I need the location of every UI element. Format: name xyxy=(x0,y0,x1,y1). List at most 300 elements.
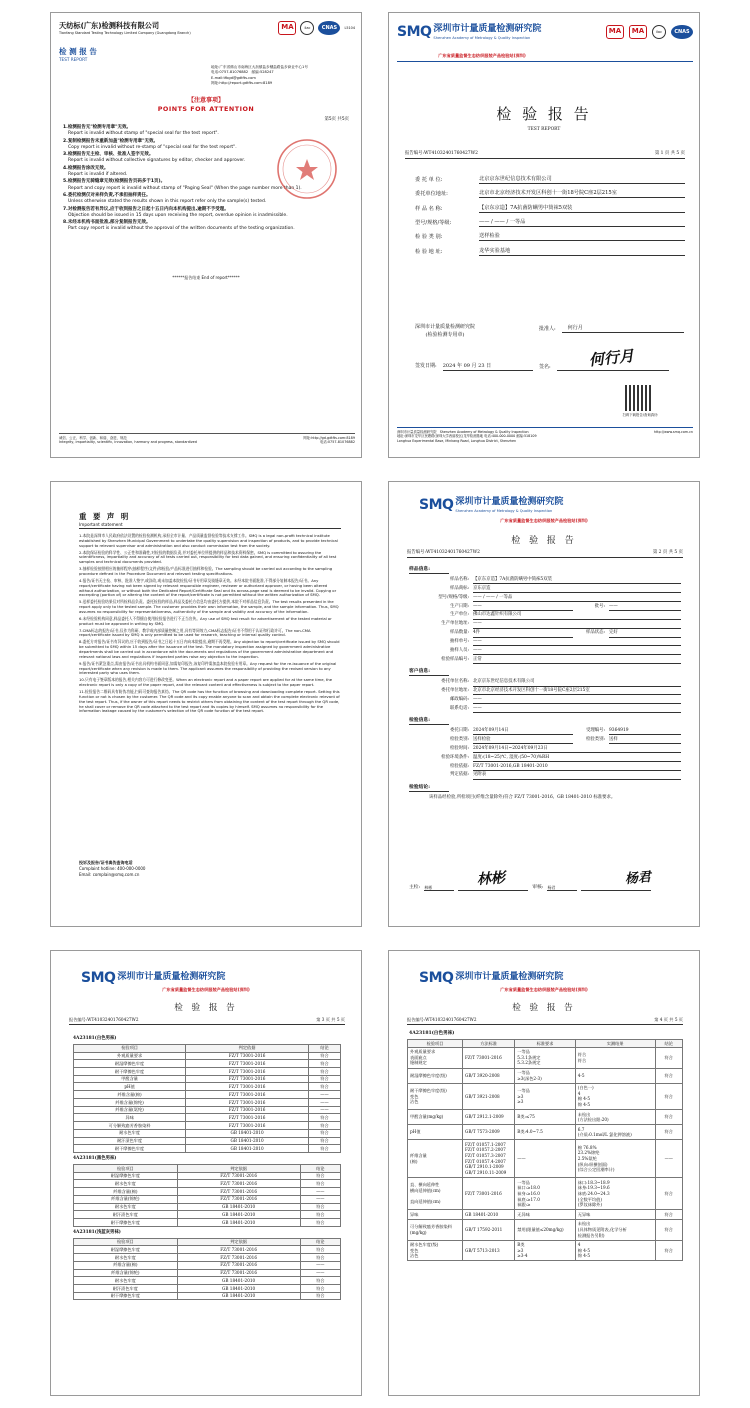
company-name-en: Tianfang Standard Testing Technology Limited Company (Guangdong Branch) xyxy=(59,30,191,35)
website: 网址:http://report.gdtfts.com:8189 xyxy=(211,81,273,86)
table-row xyxy=(408,1140,683,1178)
report-page-results xyxy=(388,950,700,1396)
table-cell: 纤维含量(锦纶) xyxy=(74,1269,178,1277)
column-header: 方法标准 xyxy=(463,1040,515,1048)
info-label: 样品状态: xyxy=(585,630,605,636)
org-name-en: Shenzhen Academy of Metrology & Quality Inspection xyxy=(455,508,553,513)
table-cell: FZ/T 73001-2016 xyxy=(186,1060,309,1068)
cover-field-row xyxy=(415,248,685,256)
institution-name: 深圳市计量质量检测研究院 xyxy=(415,324,476,330)
table-cell: 耐干摩擦色牢度 xyxy=(74,1292,178,1300)
info-label: 判定依据: xyxy=(449,772,469,778)
results-table xyxy=(407,1039,683,1261)
cover-field-row xyxy=(415,190,685,198)
statement-paragraph: 6.未经检验机构同意,样品委托人不得擅自使用检验报告进行不正当宣传。Any use of SMQ test result for advertisement of the tested material or product must be approved in writing by SMQ. xyxy=(79,616,332,626)
smq-logo: SMQ 深圳市计量质量检测研究院 xyxy=(81,970,226,986)
table-cell: 耐汗渍色牢度 xyxy=(74,1211,178,1219)
table-cell: 符合 xyxy=(308,1114,340,1122)
table-cell: 耐汗渍色牢度 xyxy=(74,1285,178,1293)
table-row xyxy=(74,1261,341,1269)
info-row xyxy=(409,688,681,695)
column-header: 判定依据 xyxy=(177,1164,300,1172)
table-cell: 棉 76.8% 23.2%锦纶 2.5%氨纶 (纵向:纵横剖面) (综合公定回潮率计) xyxy=(575,1140,655,1178)
column-header: 结论 xyxy=(308,1044,340,1052)
table-cell: 符合 xyxy=(300,1292,340,1300)
table-cell: GB 18401-2010 xyxy=(463,1210,515,1219)
ilac-logo: ilac xyxy=(652,25,666,39)
info-value: —— xyxy=(473,604,573,611)
report-page-cover xyxy=(388,12,700,458)
table-cell: 符合 xyxy=(300,1211,340,1219)
info-label: 委托单位地址: xyxy=(441,688,469,694)
table-cell: GB 18401-2010 xyxy=(177,1285,300,1293)
footer-org: 深圳市计量质量检测研究院 xyxy=(397,430,437,434)
column-header: 结论 xyxy=(655,1040,683,1048)
table-row xyxy=(74,1203,341,1211)
table-row xyxy=(74,1246,341,1254)
table-cell: GB 18401-2010 xyxy=(186,1145,309,1153)
smq-logo: SMQ 深圳市计量质量检测研究院 Shenzhen Academy of Metrology & Quality Inspection xyxy=(419,496,564,513)
column-header: 实测结果 xyxy=(575,1040,655,1048)
table-row xyxy=(74,1180,341,1188)
table-row xyxy=(408,1210,683,1219)
table-row xyxy=(74,1114,341,1122)
table-cell: FZ/T 73001-2016 xyxy=(177,1246,300,1254)
table-cell: FZ/T 73001-2016 xyxy=(177,1180,300,1188)
table-cell: 符合 xyxy=(300,1246,340,1254)
table-cell: 符合 xyxy=(655,1219,683,1240)
info-value: 北京市北京经济技术开发区科创十一街18号院C座2层215室 xyxy=(473,688,681,695)
table-cell: 符合 xyxy=(655,1047,683,1068)
cover-field-label: 型号/规格/等级: xyxy=(415,220,452,227)
address: 地址:广东省佛山市南海区大沥镇盐步穗盐路盐步商业中心1号 xyxy=(211,65,308,69)
report-page-notice xyxy=(50,12,362,458)
info-row xyxy=(409,737,681,744)
info-label: 生产单位: xyxy=(449,612,469,618)
table-row xyxy=(408,1110,683,1125)
notice-item-en: Report and copy report is invalid without stamp of "Paging Seal" (When the page number more than 1). xyxy=(68,185,302,191)
sample-group-title: 4A23181(白色男袜) xyxy=(409,1031,455,1036)
company-name: 天纺标(广东)检测科技有限公司 xyxy=(59,21,160,30)
table-cell: 耐湿摩擦色牢度 xyxy=(74,1172,178,1180)
info-label: 型号/规格/等级: xyxy=(438,594,469,600)
page-footer xyxy=(397,427,693,443)
table-cell: 符合 xyxy=(300,1254,340,1262)
report-title: 检 验 报 告 xyxy=(174,1003,238,1013)
info-value: FZ/T 73001-2016,GB 18401-2010 xyxy=(473,764,681,771)
cnas-logo: CNAS xyxy=(318,21,340,35)
info-label: 检验样品编号: xyxy=(441,656,469,662)
table-cell: 袜口:18.3~18.9 袜身:19.3~19.6 袜底:24.0~24.3 (全数平均值) (罗纹袜除外) xyxy=(575,1178,655,1210)
page-number: 第 4 页 共 5 页 xyxy=(654,1017,683,1022)
table-cell: 可分解致癌芳香胺染料(mg/kg) xyxy=(408,1219,463,1240)
ilac-logo: ilac xyxy=(300,21,314,35)
info-label: 受理编号: xyxy=(585,728,605,734)
table-cell: 符合 xyxy=(655,1240,683,1261)
report-title xyxy=(59,47,97,62)
table-cell: 符合 xyxy=(655,1110,683,1125)
approver-name: 何行月 xyxy=(562,325,684,333)
page-number: 第 2 页 共 5 页 xyxy=(652,550,683,555)
table-cell: 符合 xyxy=(308,1122,340,1130)
table-cell: 符合 xyxy=(300,1219,340,1227)
info-label: 抽样单号: xyxy=(449,639,469,645)
footer-tel: 电话:0757-81076882 xyxy=(319,440,355,445)
table-cell: 禁用(限量值≤20mg/kg) xyxy=(515,1219,576,1240)
table-cell: 一等品 ≥3 ≥3 xyxy=(515,1083,576,1109)
cover-field-value: 送样检验 xyxy=(479,233,685,241)
table-cell: GB 18401-2010 xyxy=(186,1129,309,1137)
table-row xyxy=(74,1285,341,1293)
cover-field-row xyxy=(415,233,685,241)
info-row xyxy=(409,621,681,628)
info-label: 检验类别: xyxy=(449,736,469,742)
info-row xyxy=(409,755,681,762)
cma-logo: MA xyxy=(278,21,296,35)
table-row xyxy=(74,1277,341,1285)
table-cell: 纤维含量(锦纶) xyxy=(74,1195,178,1203)
notice-item-en: Report is invalid if altered. xyxy=(68,171,128,177)
table-cell: FZ/T 73001-2016 xyxy=(186,1075,309,1083)
table-cell: 耐水色牢度 xyxy=(74,1203,178,1211)
qr-code[interactable] xyxy=(625,385,651,411)
info-label: 检验类别: xyxy=(585,736,605,742)
notice-item-en: Report is invalid without stamp of "special seal for the test report". xyxy=(68,131,219,137)
table-header-row xyxy=(74,1044,341,1052)
official-seal-stamp xyxy=(275,137,339,201)
info-row xyxy=(409,764,681,771)
notice-item-cn: 2.复制检测报告未重新加盖"检测专用章"无效。 xyxy=(63,138,159,144)
notice-item-en: Part copy report is invalid without the approval of the written documents of the testing organization. xyxy=(68,226,295,232)
table-cell: 耐水色牢度 xyxy=(74,1254,178,1262)
column-header: 结论 xyxy=(300,1238,340,1246)
info-label: 联系电话: xyxy=(449,705,469,711)
table-cell: 符合 xyxy=(300,1203,340,1211)
cover-field-row xyxy=(415,219,685,227)
table-row xyxy=(74,1098,341,1106)
info-value: —— / —— / 一等品 xyxy=(473,595,681,602)
column-header: 检验项目 xyxy=(74,1044,186,1052)
table-cell: GB/T 7573-2009 xyxy=(463,1125,515,1140)
table-cell: —— xyxy=(300,1269,340,1277)
smq-logo: SMQ 深圳市计量质量检测研究院 xyxy=(419,970,564,986)
table-cell: 耐干摩擦色牢度 xyxy=(74,1145,186,1153)
table-cell: pH值 xyxy=(408,1125,463,1140)
cover-field-label: 样 品 名 称: xyxy=(415,205,443,212)
report-number: 报告编号:WT41032401760427W2 xyxy=(69,1017,139,1022)
table-cell: GB 18401-2010 xyxy=(186,1137,309,1145)
table-cell: (白色一) 4 棉 4-5 锦 4-5 xyxy=(575,1083,655,1109)
table-header-row xyxy=(74,1238,341,1246)
info-label: 批号: xyxy=(594,603,605,609)
signature-label: 签名: xyxy=(539,364,551,371)
section-heading: 客户信息: xyxy=(409,668,449,676)
table-cell: —— xyxy=(300,1195,340,1203)
table-cell: 耐水色牢度 xyxy=(74,1180,178,1188)
email: E-mail:tfbgd@gdtfts.com xyxy=(211,75,256,80)
table-cell: 6.7 (介质:0.1mol/L 氯化钾溶液) xyxy=(575,1125,655,1140)
table-cell: 符合 xyxy=(308,1129,340,1137)
cma-logo: MA xyxy=(606,25,624,39)
table-cell: 耐水色牢度 xyxy=(74,1129,186,1137)
notice-item-cn: 5.检测报告无骑缝章无效(检测报告页码多于1页)。 xyxy=(63,179,166,185)
page-number: 第 1 页 共 5 页 xyxy=(654,151,685,156)
cnas-number: L5104 xyxy=(344,25,355,30)
table-cell: 纤维含量 (棉) xyxy=(408,1140,463,1178)
table-cell: 甲醛含量(mg/kg) xyxy=(408,1110,463,1125)
statement-paragraph: 4.报告/证书无主检、审核、批准人签字,或涂改,或未加盖本院检验/证书专用章及骑缝章无效。未经本院书面批准,不得部分复制本报告/证书。Any report/certificate having not been signed by relevant responsible engineer, reviewer or authorized approver, or having been altered without authorization, or without both the Dedicated Report/Certificate Seal and its across-page seal is deemed to be invalid. Copying or excerpting (portion of) or altering the content of the report/certificate is not permitted without the written authorization of SMQ. xyxy=(79,578,337,598)
inspector-label: 主检: xyxy=(409,884,421,890)
table-cell: 符合 xyxy=(300,1277,340,1285)
info-value: 佛山市达鑫针织有限公司 xyxy=(473,612,681,619)
column-header: 结论 xyxy=(300,1164,340,1172)
info-label: 生产日期: xyxy=(449,603,469,609)
table-cell: 耐水色牢度(级) 变色 沾色 xyxy=(408,1240,463,1261)
institution-seal-block xyxy=(415,323,475,339)
table-cell: 符合 xyxy=(655,1125,683,1140)
approver-label: 批准人: xyxy=(539,326,556,332)
reviewer-name: 杨君 xyxy=(547,885,577,891)
end-of-report: ******报告结束 End of report****** xyxy=(172,275,240,280)
info-value: 温度:(18~25)℃, 湿度:(50~70)%RH xyxy=(473,755,681,762)
info-label: 样品数量: xyxy=(449,630,469,636)
column-header: 检验项目 xyxy=(74,1238,178,1246)
notice-heading xyxy=(51,97,361,113)
page-number: 第5页 共5页 xyxy=(324,117,349,122)
footer-address-en: Longhua Experimental Base, Minkang Road, Longhua District, Shenzhen xyxy=(397,438,517,443)
org-name: 深圳市计量质量检测研究院 xyxy=(455,972,564,983)
report-page-statement xyxy=(50,481,362,927)
accreditation-logos xyxy=(278,21,355,35)
notice-item-cn: 3.检测报告无主检、审核、批准人签字无效。 xyxy=(63,152,154,158)
org-name: 深圳市计量质量检测研究院 xyxy=(455,496,564,507)
page-number: 第 3 页 共 5 页 xyxy=(316,1017,345,1022)
statement-paragraph: 9.报告/证书紧急重点,需由报告/证书出具机构书面同意,如需复印报告,该复印件需加盖本院检验专用章。Any request for the re-issuance of the original report/certificate when any revision is made to them. The applicant assumes the responsibility of providing the revised version to any interested party who uses them. xyxy=(79,661,337,676)
table-cell: —— xyxy=(515,1140,576,1178)
report-title: 检 验 报 告 xyxy=(512,1003,576,1013)
org-name: 深圳市计量质量检测研究院 xyxy=(433,23,542,34)
table-cell: FZ/T 73001-2016 xyxy=(186,1114,309,1122)
statement-paragraph: 7.CMA标志的报告/证书,仅作为科研、教学或内部质量控制之用,具有等同效力,CMA标志报告/证书不得用于认证和行政许可。The non-CMA report/certificate issued by SMQ is only permitted to be used for research, teaching or internal quality control. xyxy=(79,628,311,638)
table-row xyxy=(74,1269,341,1277)
table-cell: 一等品 5.3.1条规定 5.3.2条规定 xyxy=(515,1047,576,1068)
table-cell: 耐湿摩擦色牢度 xyxy=(74,1060,186,1068)
table-cell: 符合 xyxy=(308,1052,340,1060)
table-cell: 符合 xyxy=(308,1060,340,1068)
sample-group-title: 4A23181(黑色男袜) xyxy=(73,1156,117,1162)
column-header: 判定依据 xyxy=(186,1044,309,1052)
info-row xyxy=(409,697,681,704)
table-header-row xyxy=(74,1164,341,1172)
report-title-cn: 检 测 报 告 xyxy=(59,47,97,56)
table-cell: GB/T 5713-2013 xyxy=(463,1240,515,1261)
report-number: 报告编号:WT41032401760427W2 xyxy=(407,1017,477,1022)
table-cell: 耐干摩擦色牢度(级) 变色 沾色 xyxy=(408,1083,463,1109)
table-cell: 符合 xyxy=(308,1083,340,1091)
cover-field-value: 北京市北京经济技术开发区科创十一街18号院C座2层215室 xyxy=(479,190,685,198)
table-cell: FZ/T 73001-2016 xyxy=(186,1068,309,1076)
table-cell: 异味 xyxy=(74,1114,186,1122)
table-row xyxy=(408,1047,683,1068)
column-header: 检验项目 xyxy=(74,1164,178,1172)
table-cell: FZ/T 73001-2016 xyxy=(186,1091,309,1099)
table-row xyxy=(408,1240,683,1261)
info-label: 检验时间: xyxy=(449,745,469,751)
notice-cn: 【注意事项】 xyxy=(187,97,224,104)
info-value: —— xyxy=(609,604,681,611)
table-cell: 未检出 (方法检出限:20) xyxy=(575,1110,655,1125)
cover-field-label: 检 验 地 址: xyxy=(415,248,443,255)
footer-org-en: Shenzhen Academy of Metrology & Quality Inspection xyxy=(439,430,529,434)
column-header: 检验项目 xyxy=(408,1040,463,1048)
table-cell: FZ/T 73001-2016 xyxy=(186,1122,309,1130)
report-page-judgement xyxy=(50,950,362,1396)
column-header: 标准要求 xyxy=(515,1040,576,1048)
info-row xyxy=(409,728,681,735)
conclusion-text: 该样品经检验,所检项目(纤维含量除外)符合 FZ/T 73001-2016、GB 18401-2010 标准要求。 xyxy=(429,794,616,800)
cover-field-value: 【京东京造】7A抗菌防螨男中筒袜5双装 xyxy=(479,205,685,213)
info-value: 正常 xyxy=(473,657,681,664)
notice-item-cn: 1.检测报告无"检测专用章"无效。 xyxy=(63,125,132,130)
table-cell: 符合 xyxy=(308,1068,340,1076)
table-cell: 4-5 xyxy=(575,1068,655,1083)
contact-block xyxy=(211,65,357,87)
report-page-info xyxy=(388,481,700,927)
table-cell: FZ/T 73001-2016 xyxy=(186,1052,309,1060)
table-cell: 耐干摩擦色牢度 xyxy=(74,1068,186,1076)
smq-logo: SMQ 深圳市计量质量检测研究院 Shenzhen Academy of Metrology & Quality Inspection xyxy=(397,23,542,40)
info-label: 样品名称: xyxy=(449,576,469,582)
info-row xyxy=(409,706,681,713)
table-row xyxy=(408,1219,683,1240)
qr-hint: 扫码下载报告/查询真伪 xyxy=(622,413,658,417)
report-number: 报告编号:WT41032401760427W2 xyxy=(405,151,478,156)
notice-en: POINTS FOR ATTENTION xyxy=(157,104,255,113)
cover-field-row xyxy=(415,176,685,184)
table-cell: 耐湿摩擦色牢度(级) xyxy=(408,1068,463,1083)
table-cell: 纤维含量(棉) xyxy=(74,1261,178,1269)
station-name: 广东省质量监督生态纺织服装产品检验站(深圳) xyxy=(500,518,588,523)
table-row xyxy=(408,1083,683,1109)
info-label: 检验依据: xyxy=(449,763,469,769)
info-value: 京东京造 xyxy=(473,586,681,593)
footer-web: http://www.smq.com.cn xyxy=(654,430,693,434)
info-row xyxy=(409,639,681,646)
info-value: 【京东京造】7A抗菌防螨男中筒袜5双装 xyxy=(473,577,681,584)
report-title: 检 验 报 告 xyxy=(496,105,592,123)
statement-paragraph: 11.检验报告二维码具有防伪功能,扫码可查询报告真伪。The QR code has the function of browsing and downloading complete report. Setting this function or not is chosen by the customer. The QR code and its copy enable anyone to scan and obtain the complete electronic relevant of the test report. Thus, if the owner of this report needs to restrict others from obtaining the content of the test report through the QR code, he shall cover or remove the QR code attached to the test report and its copies by himself. SMQ assumes no responsibility for the information leakage caused by the customer's selection of the QR code function of the test report. xyxy=(79,690,340,714)
table-row xyxy=(74,1145,341,1153)
judgement-table xyxy=(73,1238,341,1301)
page-footer xyxy=(59,433,355,445)
table-row xyxy=(74,1211,341,1219)
table-row xyxy=(74,1091,341,1099)
table-cell: 未检出 (具体物质见附表,化学分析 检测报告另附) xyxy=(575,1219,655,1240)
info-row xyxy=(409,657,681,664)
info-value: —— xyxy=(473,697,681,704)
info-value: —— xyxy=(473,639,681,646)
inspector-name: 林彬 xyxy=(424,885,454,891)
station-name: 广东省质量监督生态纺织服装产品检验站(深圳) xyxy=(162,987,250,992)
notice-item-cn: 7.对检测报告若有异议,应于收到报告之日起十五日内向本机构提出,逾期不予受理。 xyxy=(63,206,229,212)
table-cell: 耐干摩擦色牢度 xyxy=(74,1219,178,1227)
table-cell: 符合 xyxy=(655,1178,683,1210)
postcode: 邮编:528247 xyxy=(251,70,274,75)
info-label: 邮政编码: xyxy=(449,696,469,702)
info-label: 样品商标: xyxy=(449,585,469,591)
institution-seal-note: (检验检测专用章) xyxy=(425,332,465,338)
table-cell: 一等品 ≥3(深色2-3) xyxy=(515,1068,576,1083)
table-cell: FZ/T 73001-2016 xyxy=(177,1172,300,1180)
table-cell: B类 ≥3 ≥3-4 xyxy=(515,1240,576,1261)
station-name: 广东省质量监督生态纺织服装产品检验站(深圳) xyxy=(438,53,526,58)
table-row xyxy=(74,1106,341,1114)
table-cell: GB/T 3921-2008 xyxy=(463,1083,515,1109)
org-name: 深圳市计量质量检测研究院 xyxy=(117,972,226,983)
notice-item-en: Unless otherwise stated the results shown in this report refer only the sample(s) tested. xyxy=(68,199,267,205)
table-cell: 异味 xyxy=(408,1210,463,1219)
info-row xyxy=(409,630,681,637)
table-row xyxy=(74,1068,341,1076)
table-cell: GB 18401-2010 xyxy=(177,1211,300,1219)
table-cell: 符合 xyxy=(308,1145,340,1153)
statement-paragraph: 3.抽样检验按照相应的抽样程序(抽样程序/文件)和检验/产品标准进行抽样和检验。The sampling should be carried out according to the sampling procedure defined in the Procedure Document and relevant testing specifications. xyxy=(79,567,333,576)
table-cell: —— xyxy=(655,1140,683,1178)
info-row xyxy=(409,648,681,655)
table-cell: 符合 符合 xyxy=(575,1047,655,1068)
table-row xyxy=(74,1129,341,1137)
table-cell: GB 18401-2010 xyxy=(177,1203,300,1211)
table-cell: B类:4.0~7.5 xyxy=(515,1125,576,1140)
approver-row xyxy=(539,325,684,333)
table-cell: 符合 xyxy=(300,1180,340,1188)
info-label: 委托日期: xyxy=(449,728,469,734)
table-cell: —— xyxy=(308,1098,340,1106)
table-cell: 纤维含量(氨纶) xyxy=(74,1106,186,1114)
station-name: 广东省质量监督生态纺织服装产品检验站(深圳) xyxy=(500,987,588,992)
table-cell: 符合 xyxy=(308,1075,340,1083)
table-cell: —— xyxy=(300,1261,340,1269)
statement-body xyxy=(79,534,341,716)
statement-title-en: Important statement xyxy=(79,522,123,527)
report-title-en: TEST REPORT xyxy=(527,127,561,132)
org-name-en: Shenzhen Academy of Metrology & Quality Inspection xyxy=(433,35,531,40)
table-cell: FZ/T 73001-2016 xyxy=(463,1178,515,1210)
complaint-tel: Complaint hotline: 400-000-0000 xyxy=(79,865,146,871)
info-value: —— xyxy=(473,706,681,713)
table-row xyxy=(74,1195,341,1203)
table-cell: 外观质量要求 表面疵点 缝制规定 xyxy=(408,1047,463,1068)
notice-item-cn: 6.委托检测仅对来样负责,不承担抽样责任。 xyxy=(63,192,151,198)
cover-field-label: 委 托 单 位: xyxy=(415,177,443,183)
table-cell: —— xyxy=(308,1091,340,1099)
issue-date-label: 签发日期: xyxy=(415,363,437,369)
notice-item-en: Objection should be issued in 15 days upon receiving the report, overdue opinion is inadmissible. xyxy=(68,212,288,218)
footer-motto: 诚信、公正、科学、创新、和谐、奋进、规范 xyxy=(59,436,127,440)
table-cell: 符合 xyxy=(308,1137,340,1145)
accreditation-logos xyxy=(606,25,693,39)
table-cell: 一等品 袜口:≥18.0 袜身:≥16.0 袜底:≥17.0 袜跟:≥ xyxy=(515,1178,576,1210)
tel: 电话:0757-81076882 xyxy=(211,70,249,75)
table-cell: 4 棉 4-5 锦 4-5 xyxy=(575,1240,655,1261)
table-cell: FZ/T 73001-2016 xyxy=(186,1083,309,1091)
table-cell: GB 18401-2010 xyxy=(177,1219,300,1227)
info-label: 生产单位地址: xyxy=(441,621,469,627)
table-row xyxy=(74,1219,341,1227)
table-cell: 耐水色牢度 xyxy=(74,1277,178,1285)
info-row xyxy=(409,746,681,753)
table-cell: 无异味 xyxy=(575,1210,655,1219)
